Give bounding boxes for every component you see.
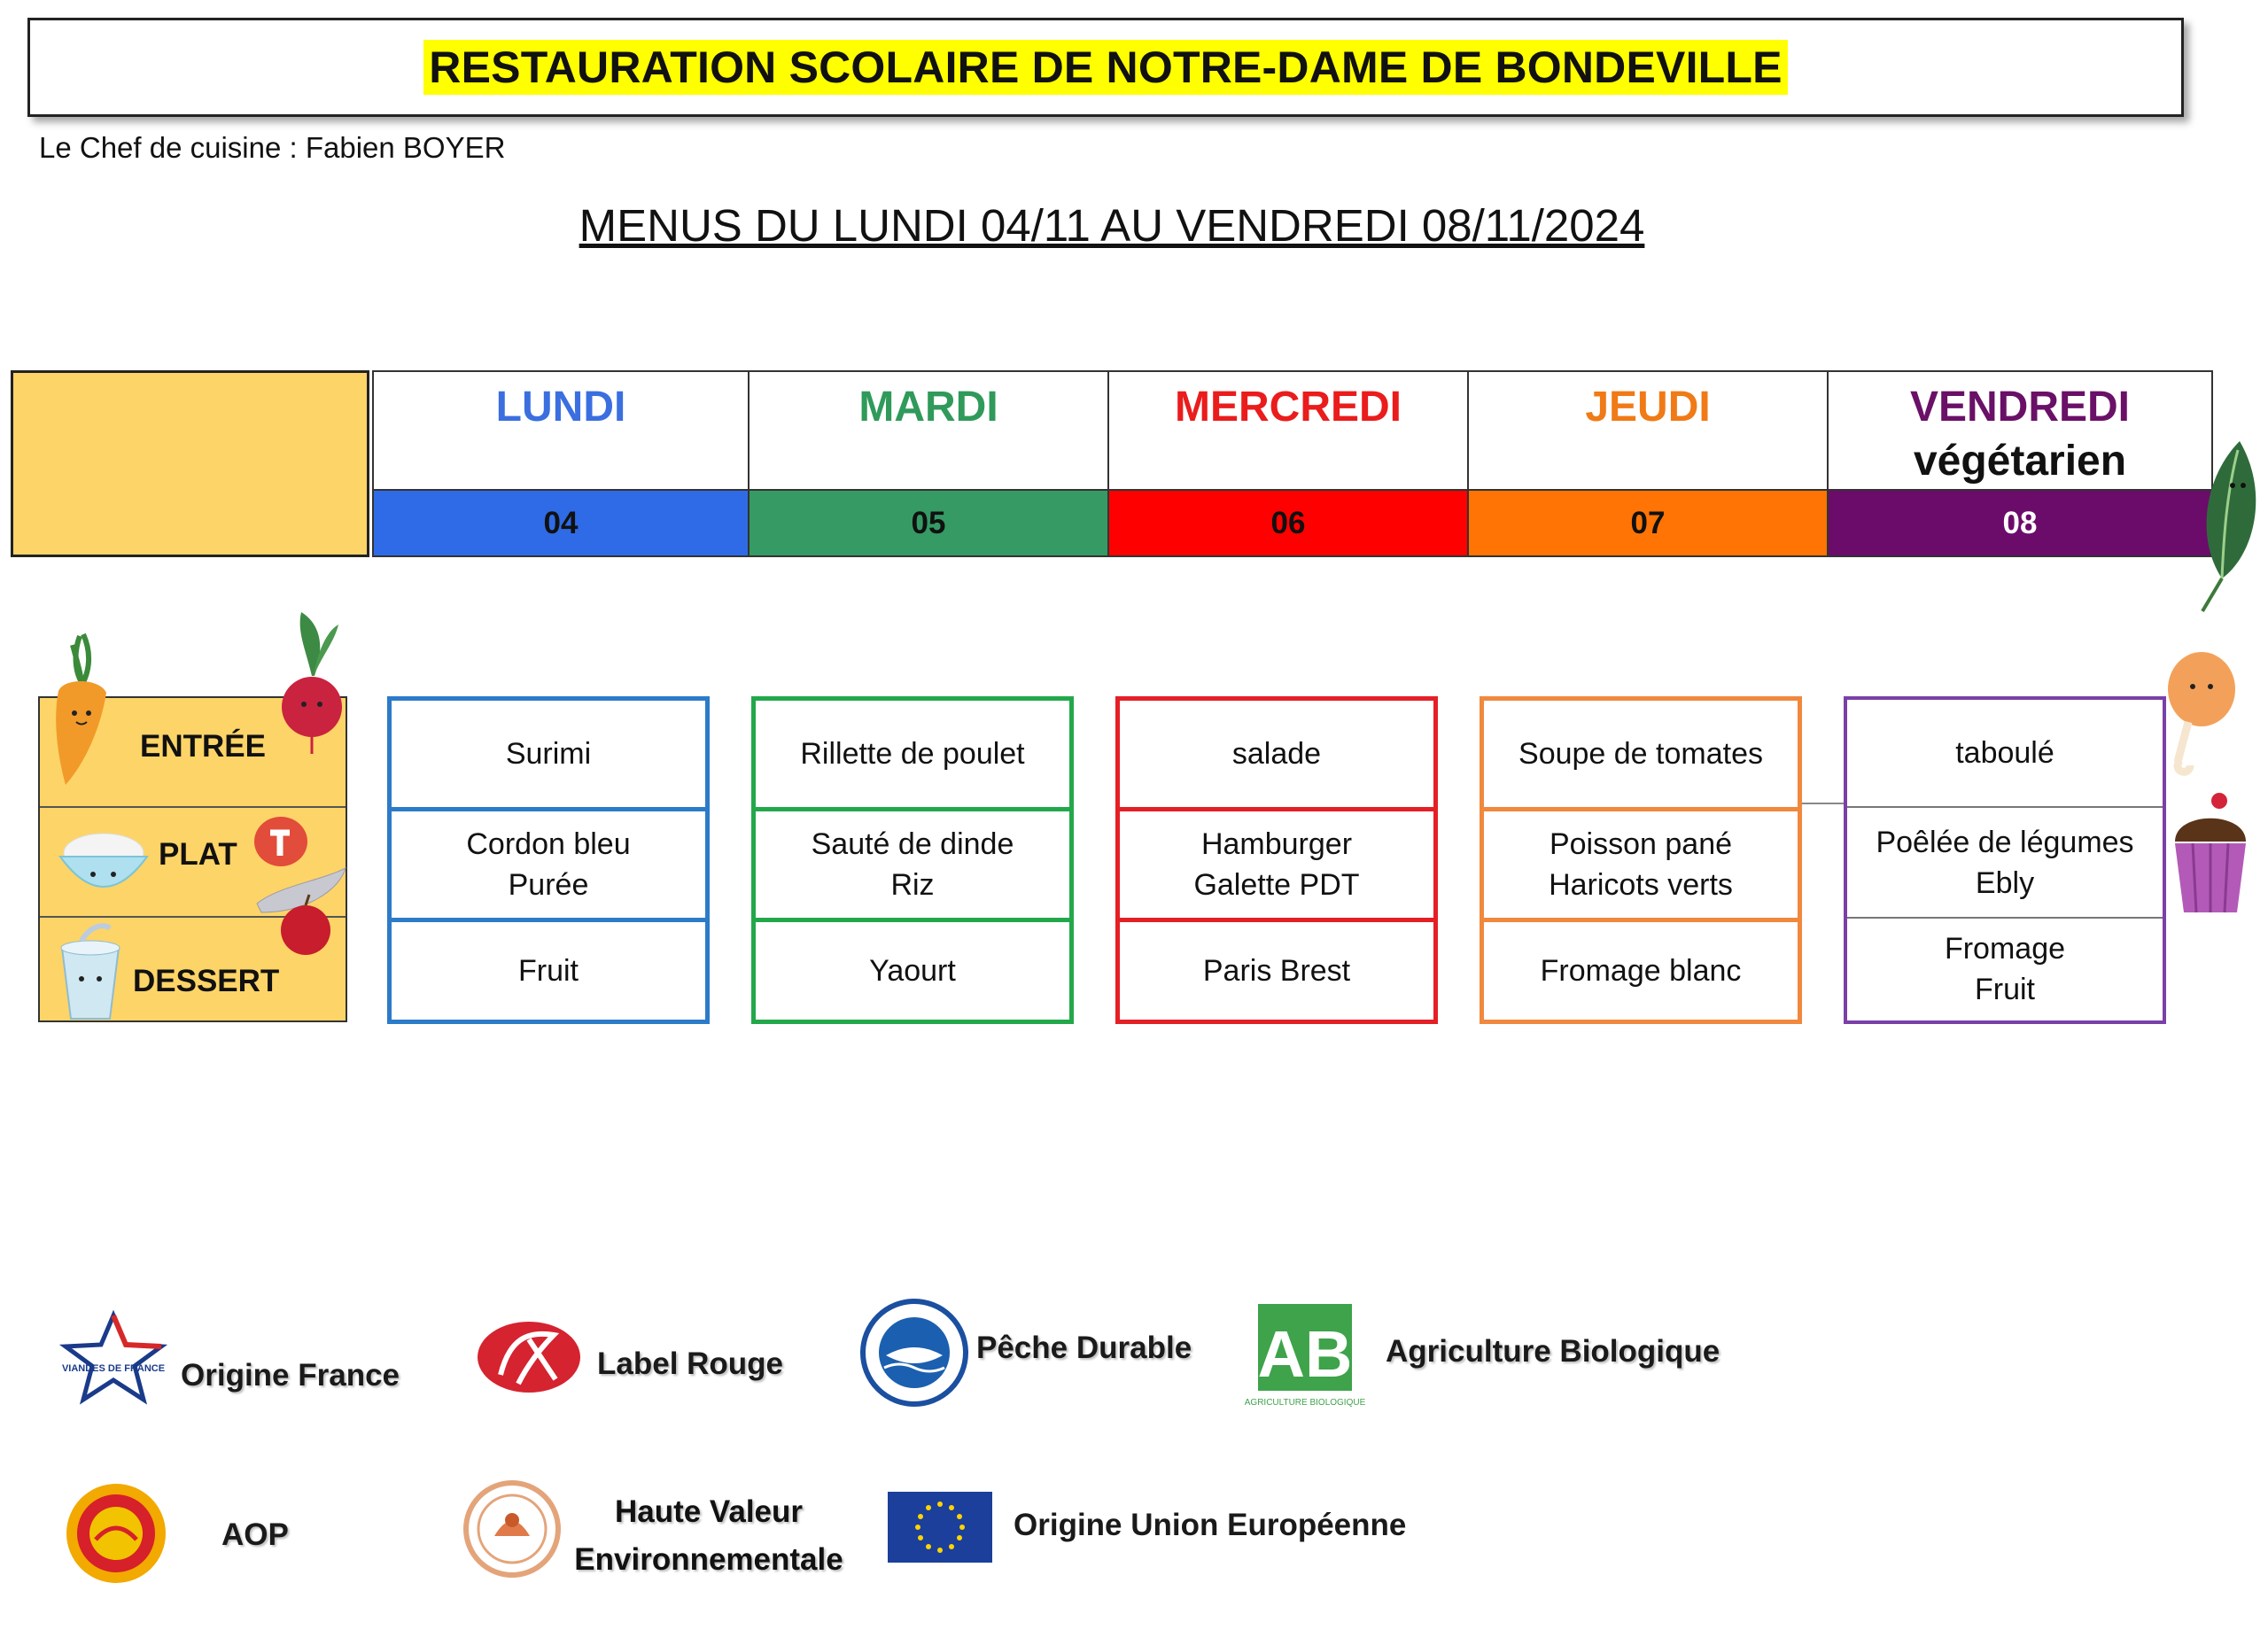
legend-origine-ue xyxy=(888,1492,1406,1563)
spinach-leaf-icon xyxy=(2186,423,2268,614)
legend-label-aop: AOP xyxy=(221,1517,289,1552)
menu-entree-jeudi: Soupe de tomates xyxy=(1518,737,1763,771)
day-number-lundi: 04 xyxy=(374,489,748,555)
yogurt-cup-icon xyxy=(55,921,126,1023)
header-corner-cell xyxy=(11,370,369,557)
menu-dessert-jeudi: Fromage blanc xyxy=(1540,954,1742,988)
aop-logo-icon xyxy=(64,1481,168,1586)
menu-dessert-lundi: Fruit xyxy=(518,954,579,988)
chef-credit: Le Chef de cuisine : Fabien BOYER xyxy=(39,131,506,164)
day-number-jeudi: 07 xyxy=(1469,489,1827,555)
ab-bio-logo-icon xyxy=(1244,1302,1366,1417)
day-name-jeudi: JEUDI xyxy=(1585,384,1711,431)
menu-plat-mercredi-2: Galette PDT xyxy=(1193,868,1360,902)
day-header-jeudi xyxy=(1469,370,1829,557)
ab-logo-caption: AGRICULTURE BIOLOGIQUE xyxy=(1244,1398,1366,1408)
week-heading: MENUS DU LUNDI 04/11 AU VENDREDI 08/11/2024 xyxy=(579,200,1645,251)
legend-label-peche-durable: Pêche Durable xyxy=(976,1331,1192,1365)
menu-plat-vendredi-1: Poêlée de légumes xyxy=(1876,825,2134,859)
hve-logo-icon xyxy=(463,1479,561,1579)
legend-label-agriculture-biologique: Agriculture Biologique xyxy=(1386,1334,1720,1369)
day-name-vendredi: VENDREDI xyxy=(1909,384,2131,431)
legend-agriculture-biologique xyxy=(1244,1302,1720,1417)
legend-aop xyxy=(64,1481,289,1586)
row-connector-line xyxy=(1802,803,1844,804)
radish-icon xyxy=(275,605,350,756)
category-label-entree: ENTRÉE xyxy=(140,729,266,764)
legend-origine-france xyxy=(62,1311,400,1408)
day-number-vendredi: 08 xyxy=(1829,489,2211,555)
day-name-mercredi: MERCREDI xyxy=(1174,384,1402,431)
menu-entree-lundi: Surimi xyxy=(505,737,592,771)
rice-bowl-icon xyxy=(53,819,155,899)
menu-box-mardi xyxy=(751,696,1074,1024)
menu-plat-mercredi-1: Hamburger xyxy=(1200,827,1353,861)
legend-label-hve xyxy=(567,1488,850,1584)
menu-box-lundi xyxy=(387,696,710,1024)
day-name-mardi: MARDI xyxy=(858,384,998,431)
eu-flag-icon xyxy=(888,1492,992,1563)
day-name-lundi: LUNDI xyxy=(495,384,626,431)
menu-dessert-mercredi: Paris Brest xyxy=(1202,954,1351,988)
viandes-de-france-logo-icon xyxy=(62,1311,168,1408)
category-label-plat: PLAT xyxy=(159,837,237,872)
menu-plat-jeudi-2: Haricots verts xyxy=(1549,868,1733,902)
menu-plat-mardi-1: Sauté de dinde xyxy=(811,827,1014,861)
meat-fish-apple-icon xyxy=(244,806,354,961)
legend-hve xyxy=(463,1479,561,1579)
category-label-dessert: DESSERT xyxy=(133,964,280,998)
cupcake-icon xyxy=(2166,788,2255,921)
menu-dessert-vendredi-1: Fromage xyxy=(1944,931,2066,966)
menu-dessert-mardi: Yaourt xyxy=(869,954,956,988)
carrot-icon xyxy=(46,629,115,788)
menu-box-mercredi xyxy=(1115,696,1438,1024)
menu-plat-mardi-2: Riz xyxy=(890,868,935,902)
menu-box-vendredi xyxy=(1844,696,2166,1024)
legend-label-label-rouge: Label Rouge xyxy=(597,1346,784,1381)
chicken-drumstick-icon xyxy=(2162,647,2237,775)
legend-label-rouge xyxy=(474,1313,783,1401)
label-rouge-logo-icon xyxy=(474,1313,585,1401)
ab-logo-letters: AB xyxy=(1257,1317,1353,1391)
menu-box-jeudi xyxy=(1480,696,1802,1024)
legend-peche-durable xyxy=(859,1295,1192,1410)
menu-entree-mercredi: salade xyxy=(1231,737,1322,771)
day-header-vendredi xyxy=(1829,370,2213,557)
menu-plat-jeudi-1: Poisson pané xyxy=(1549,827,1733,861)
viandes-logo-text: VIANDES DE FRANCE xyxy=(61,1363,166,1374)
day-header-mardi xyxy=(750,370,1109,557)
legend-label-origine-ue: Origine Union Européenne xyxy=(1014,1508,1407,1542)
menu-plat-lundi-1: Cordon bleu xyxy=(466,827,631,861)
day-subtitle-vendredi: végétarien xyxy=(1913,438,2127,485)
legend-label-origine-france: Origine France xyxy=(181,1358,400,1393)
menu-plat-lundi-2: Purée xyxy=(508,868,589,902)
day-header-mercredi xyxy=(1109,370,1469,557)
menu-plat-vendredi-2: Ebly xyxy=(1975,865,2035,900)
day-header-row xyxy=(372,370,2213,557)
day-number-mercredi: 06 xyxy=(1109,489,1467,555)
menu-entree-mardi: Rillette de poulet xyxy=(800,737,1025,771)
legend-label-hve-line1: Haute Valeur xyxy=(614,1494,804,1529)
peche-durable-logo-icon xyxy=(859,1295,970,1410)
page-title: RESTAURATION SCOLAIRE DE NOTRE-DAME DE BONDEVILLE xyxy=(423,40,1787,95)
menu-entree-vendredi: taboulé xyxy=(1955,736,2054,770)
day-number-mardi: 05 xyxy=(750,489,1107,555)
day-header-lundi xyxy=(372,370,750,557)
title-banner xyxy=(27,18,2184,117)
legend-label-hve-line2: Environnementale xyxy=(574,1542,843,1577)
menu-dessert-vendredi-2: Fruit xyxy=(1975,972,2035,1006)
